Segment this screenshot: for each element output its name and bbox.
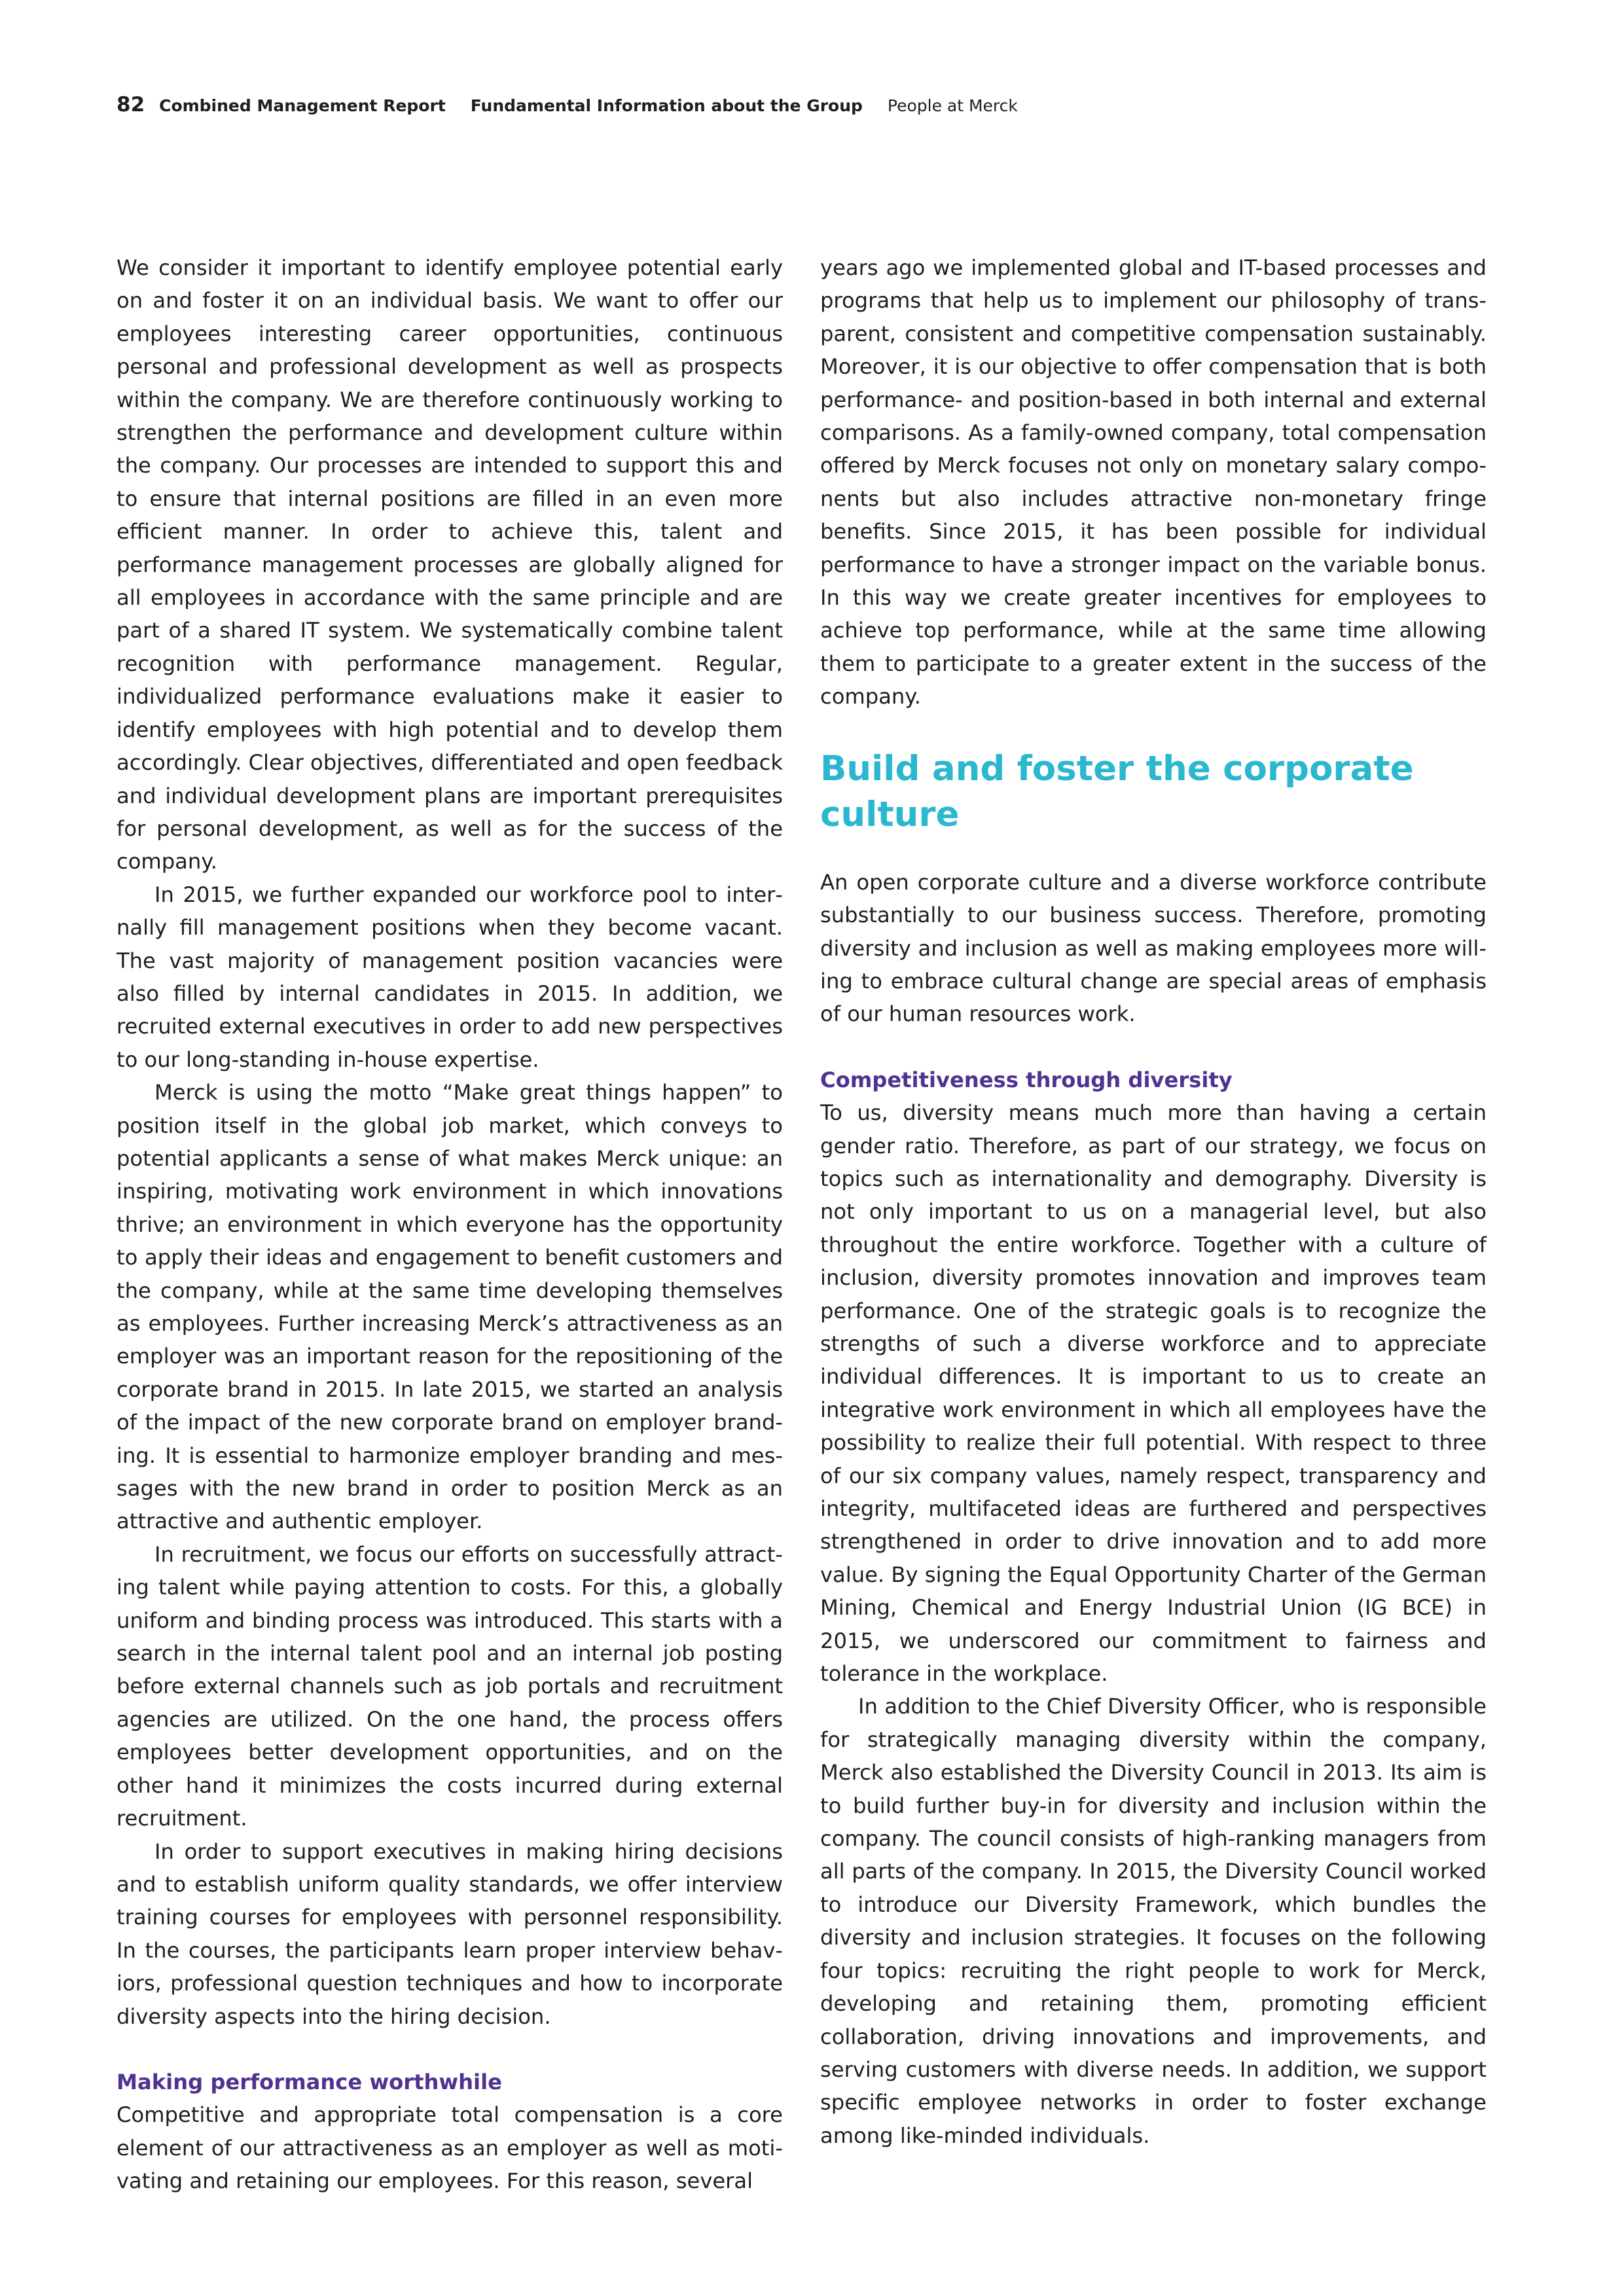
- subheading-making-performance-worthwhile: Making performance worthwhile: [117, 2069, 502, 2094]
- running-header: [117, 92, 1018, 119]
- paragraph: Merck is using the motto “Make great things happen” to position itself in the global job market, which conveys to potential applicants a sense of what makes Merck unique: an inspiring, motivating work environment in which innovations thrive; an environment in which everyone has the opportunity to apply their ideas and engagement to benefit customers and the company, while at the same time developing themselves as employees. Further increasing Merck’s attractiveness as an employer was an important reason for the repositioning of the corporate brand in 2015. In late 2015, we started an analysis of the impact of the new corporate brand on employer branding. It is essential to harmonize employer branding and messages with the new brand in order to position Merck as an attractive and authentic employer.: [117, 1080, 783, 1534]
- header-section-management-report: Combined Management Report: [159, 96, 446, 115]
- spacer: [820, 1031, 1487, 1064]
- paragraph: In order to support executives in making hiring decisions and to establish uniform quality standards, we offer interview training courses for employees with personnel responsibility. In the courses, the participants learn proper interview behaviors, professional question techniques and how to incorporate diversity aspects into the hiring decision.: [117, 1839, 783, 2029]
- left-column: [117, 251, 783, 2198]
- paragraph: Competitive and appropriate total compensation is a core element of our attractiveness as an employer as well as motivating and retaining our employees. For this reason, several: [117, 2102, 783, 2194]
- header-current-section: People at Merck: [887, 96, 1018, 115]
- page-number: 82: [117, 93, 145, 117]
- subheading-competitiveness-through-diversity: Competitiveness through diversity: [820, 1067, 1233, 1092]
- paragraph: To us, diversity means much more than having a certain gender ratio. Therefore, as part of our strategy, we focus on topics such as internationality and demography. Diversity is not only important to us on a managerial level, but also throughout the entire workforce. Together with a culture of inclusion, diversity promotes innovation and improves team performance. One of the strategic goals is to recognize the strengths of such a diverse workforce and to appreciate individual differences. It is important to us to create an integrative work environment in which all employees have the possibility to realize their full potential. With respect to three of our six company values, namely respect, transparency and integrity, multifaceted ideas are furthered and perspectives strengthened in order to drive innovation and to add more value. By signing the Equal Opportunity Charter of the German Mining, Chemical and Energy Industrial Union (IG BCE) in 2015, we underscored our commitment to fairness and tolerance in the workplace.: [820, 1100, 1487, 1687]
- section-title-corporate-culture: Build and foster the corporate culture: [820, 748, 1414, 834]
- paragraph: We consider it important to identify employee potential early on and foster it on an individual basis. We want to offer our employees interesting career opportunities, continuous personal and professional development as well as prospects within the company. We are therefore continuously working to strengthen the performance and development culture within the company. Our processes are intended to support this and to ensure that internal positions are filled in an even more efficient manner. In order to achieve this, talent and performance management processes are globally aligned for all employees in accordance with the same principle and are part of a shared IT system. We systematically combine talent recognition with performance management. Regular, individualized performance evaluations make it easier to identify employees with high potential and to develop them accordingly. Clear objectives, differentiated and open feedback and individual development plans are important prerequisites for personal development, as well as for the success of the company.: [117, 255, 783, 874]
- paragraph: In addition to the Chief Diversity Officer, who is responsible for strategically managing diversity within the company, Merck also established the Diversity Council in 2013. Its aim is to build further buy-in for diversity and inclusion within the company. The council consists of high-ranking managers from all parts of the company. In 2015, the Diversity Council worked to introduce our Diversity Framework, which bundles the diversity and inclusion strategies. It focuses on the following four topics: recruiting the right people to work for Merck, developing and retaining them, promoting efficient collaboration, driving innovations and improvements, and serving customers with diverse needs. In addition, we support specific employee networks in order to foster exchange among like-minded individuals.: [820, 1694, 1487, 2148]
- paragraph: In recruitment, we focus our efforts on successfully attracting talent while paying attention to costs. For this, a globally uniform and binding process was introduced. This starts with a search in the internal talent pool and an internal job posting before external channels such as job portals and recruitment agencies are utilized. On the one hand, the process offers employees better development opportunities, and on the other hand it minimizes the costs incurred during external recruitment.: [117, 1541, 783, 1831]
- paragraph: years ago we implemented global and IT-based processes and programs that help us to implement our philosophy of transparent, consistent and competitive compensation sustainably. Moreover, it is our objective to offer compensation that is both performance- and position-based in both internal and external comparisons. As a family-owned company, total compensation offered by Merck focuses not only on monetary salary components but also includes attractive non-monetary fringe benefits. Since 2015, it has been possible for individual performance to have a stronger impact on the variable bonus. In this way we create greater incentives for employees to achieve top performance, while at the same time allowing them to participate to a greater extent in the success of the company.: [820, 255, 1487, 709]
- paragraph: In 2015, we further expanded our workforce pool to internally fill management positions when they become vacant. The vast majority of management position vacancies were also filled by internal candidates in 2015. In addition, we recruited external executives in order to add new perspectives to our long-standing in-house expertise.: [117, 882, 783, 1072]
- right-column: [820, 251, 1487, 2152]
- spacer: [117, 2033, 783, 2066]
- header-section-fundamental-info: Fundamental Information about the Group: [470, 96, 863, 115]
- paragraph: An open corporate culture and a diverse workforce contribute substantially to our business success. Therefore, promoting diversity and inclusion as well as making employees more willing to embrace cultural change are special areas of emphasis of our human resources work.: [820, 869, 1487, 1027]
